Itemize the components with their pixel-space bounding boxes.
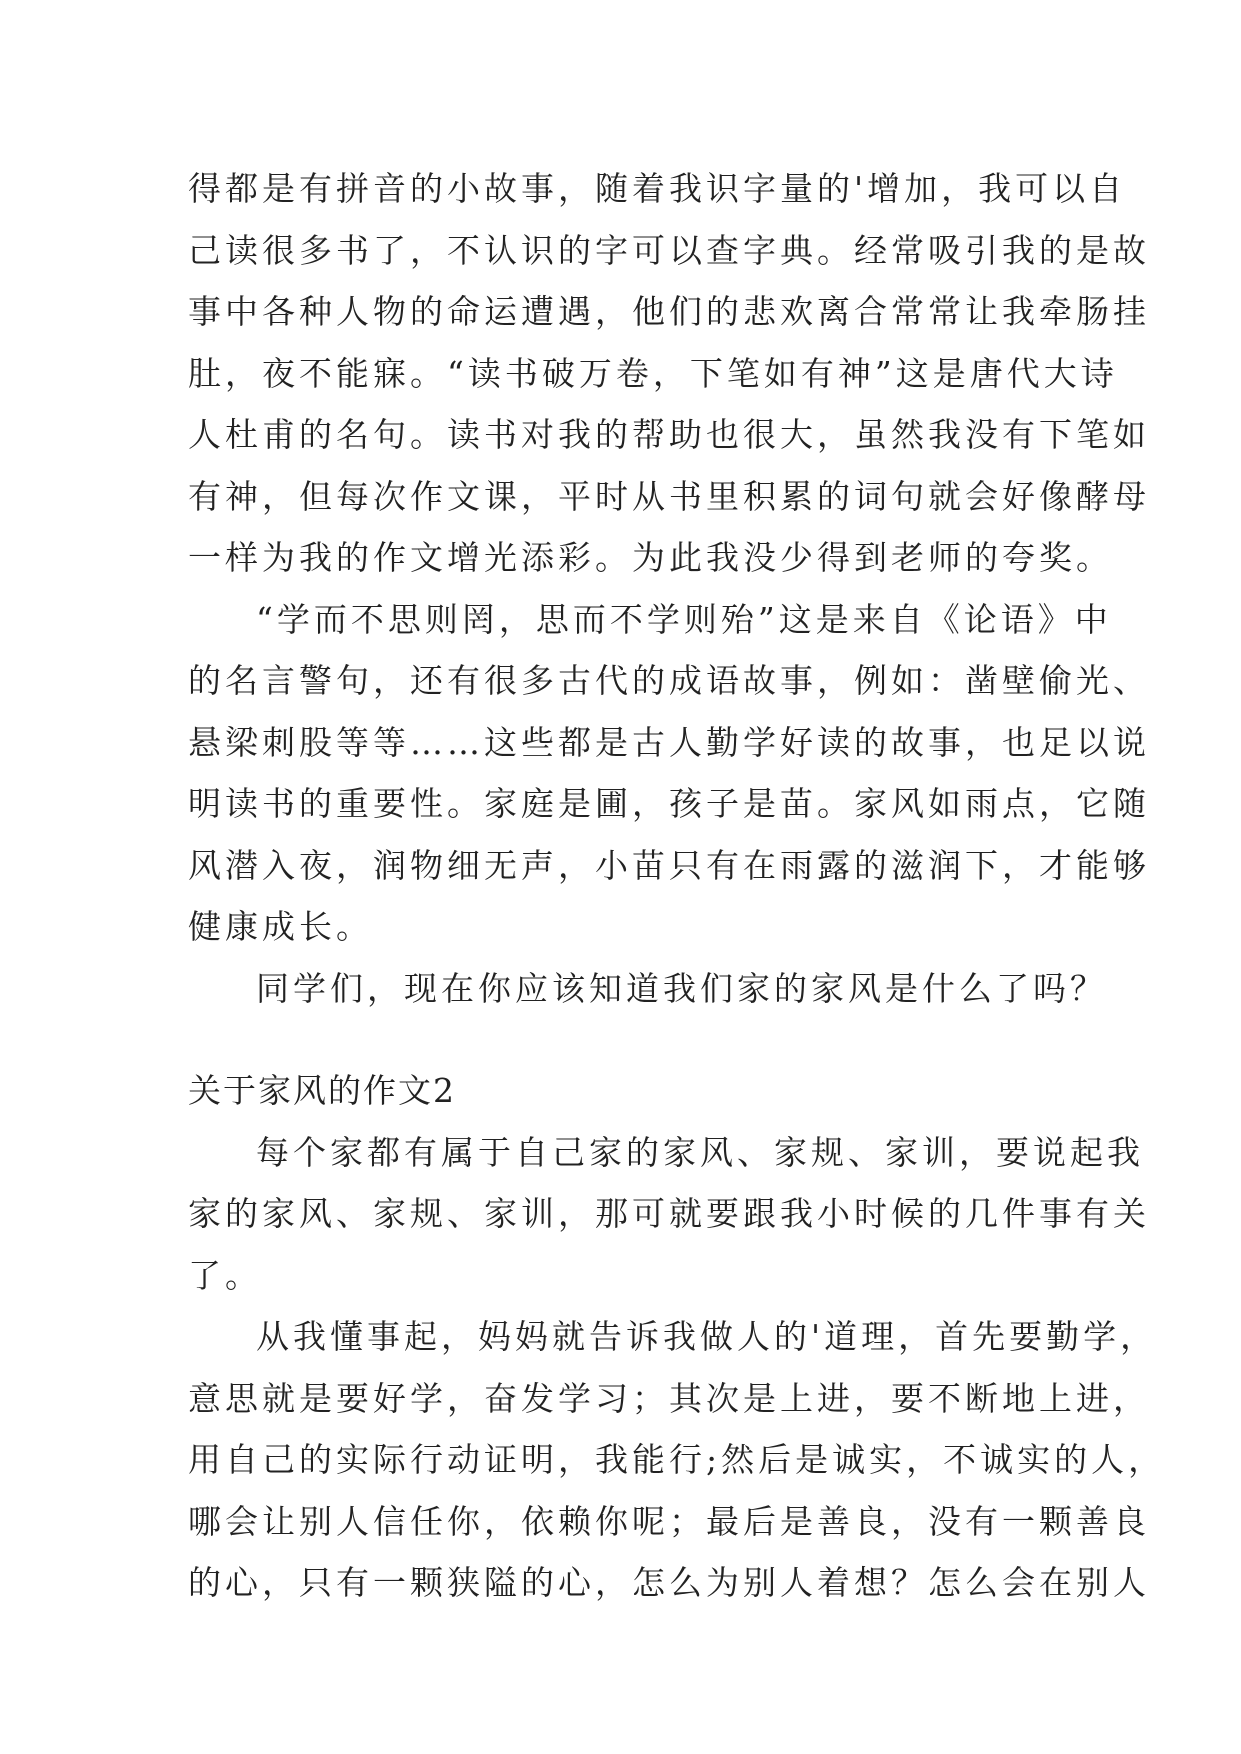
paragraph-reading-benefits (188, 158, 1150, 589)
text-line: 从我懂事起，妈妈就告诉我做人的'道理，首先要勤学， (256, 1317, 1158, 1356)
paragraph-mother-teachings (188, 1306, 1166, 1614)
text-line: 家的家风、家规、家训，那可就要跟我小时候的几件事有关 (188, 1194, 1150, 1233)
text-line: 了。 (188, 1255, 262, 1295)
text-line: “学而不思则罔，思而不学则殆”这是来自《论语》中 (256, 599, 1112, 639)
text-line: 一样为我的作文增光添彩。为此我没少得到老师的夸奖。 (188, 538, 1113, 577)
paragraph-ancient-sayings (188, 589, 1150, 958)
text-line: 同学们，现在你应该知道我们家的家风是什么了吗？ (256, 968, 1107, 1008)
text-line: 肚，夜不能寐。“读书破万卷，下笔如有神”这是唐代大诗 (188, 353, 1118, 393)
text-line: 得都是有拼音的小故事，随着我识字量的'增加，我可以自 (188, 169, 1127, 208)
text-line: 人杜甫的名句。读书对我的帮助也很大，虽然我没有下笔如 (188, 415, 1150, 454)
text-line: 哪会让别人信任你，依赖你呢；最后是善良，没有一颗善良 (188, 1501, 1150, 1541)
essay-body (188, 158, 1166, 1614)
text-line: 悬梁刺股等等……这些都是古人勤学好读的故事，也足以说 (188, 722, 1150, 762)
text-line: 有神，但每次作文课，平时从书里积累的词句就会好像酵母 (188, 476, 1150, 516)
text-line: 的名言警句，还有很多古代的成语故事，例如：凿壁偷光、 (188, 661, 1150, 700)
text-line: 健康成长。 (188, 907, 373, 946)
text-line: 的心，只有一颗狭隘的心，怎么为别人着想？怎么会在别人 (188, 1563, 1150, 1602)
text-line: 每个家都有属于自己家的家风、家规、家训，要说起我 (256, 1132, 1144, 1172)
section-spacer (188, 1019, 1068, 1060)
text-line: 意思就是要好学，奋发学习；其次是上进，要不断地上进， (188, 1378, 1150, 1418)
text-line: 风潜入夜，润物细无声，小苗只有在雨露的滋润下，才能够 (188, 845, 1150, 885)
paragraph-family-rules (188, 1122, 1150, 1307)
paragraph-closing-question (188, 958, 1107, 1020)
text-line: 事中各种人物的命运遭遇，他们的悲欢离合常常让我牵肠挂 (188, 292, 1150, 331)
section-title: 关于家风的作文2 (188, 1071, 456, 1110)
text-line: 用自己的实际行动证明，我能行;然后是诚实，不诚实的人， (188, 1440, 1166, 1479)
text-line: 己读很多书了，不认识的字可以查字典。经常吸引我的是故 (188, 230, 1150, 270)
text-line: 明读书的重要性。家庭是圃，孩子是苗。家风如雨点，它随 (188, 784, 1150, 823)
